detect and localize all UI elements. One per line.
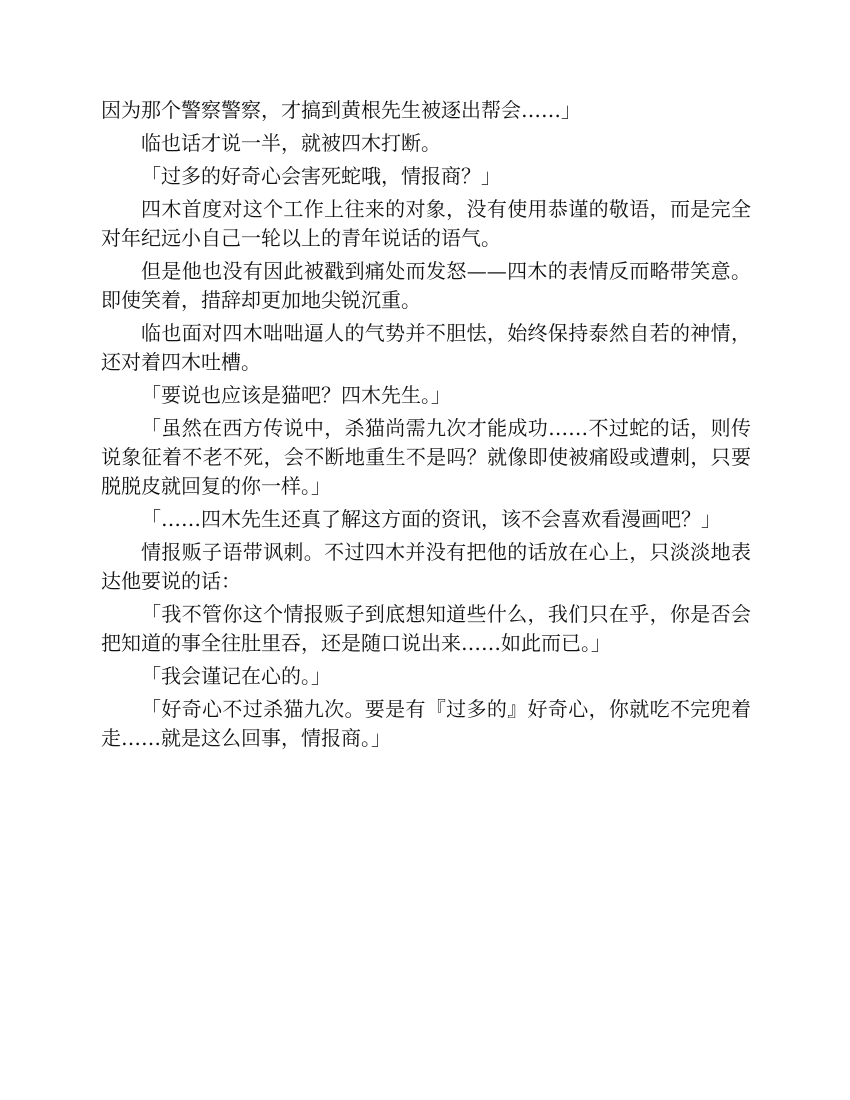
paragraph: 「我会谨记在心的。」 — [141, 664, 331, 688]
paragraph: 但是他也没有因此被戳到痛处而发怒——四木的表情反而略带笑意。即使笑着，措辞却更加地尖锐沉重。 — [101, 259, 751, 312]
paragraph: 临也话才说一半，就被四木打断。 — [141, 131, 441, 155]
paragraph: 「……四木先生还真了解这方面的资讯，该不会喜欢看漫画吧？」 — [141, 507, 721, 531]
body-text — [101, 96, 751, 757]
paragraph: 因为那个警察警察，才搞到黄根先生被逐出帮会……」 — [101, 98, 581, 122]
paragraph: 「过多的好奇心会害死蛇哦，情报商？」 — [141, 164, 501, 188]
paragraph: 「好奇心不过杀猫九次。要是有『过多的』好奇心，你就吃不完兜着走……就是这么回事，情报商。」 — [101, 697, 751, 750]
paragraph: 临也面对四木咄咄逼人的气势并不胆怯，始终保持泰然自若的神情，还对着四木吐槽。 — [101, 321, 751, 374]
paragraph: 「虽然在西方传说中，杀猫尚需九次才能成功……不过蛇的话，则传说象征着不老不死，会不断地重生不是吗？就像即使被痛殴或遭刺，只要脱脱皮就回复的你一样。」 — [101, 416, 751, 498]
paragraph: 「要说也应该是猫吧？四木先生。」 — [141, 383, 451, 407]
paragraph: 四木首度对这个工作上往来的对象，没有使用恭谨的敬语，而是完全对年纪远小自己一轮以上的青年说话的语气。 — [101, 197, 751, 250]
paragraph: 情报贩子语带讽刺。不过四木并没有把他的话放在心上，只淡淡地表达他要说的话： — [101, 540, 751, 593]
paragraph: 「我不管你这个情报贩子到底想知道些什么，我们只在乎，你是否会把知道的事全往肚里吞，还是随口说出来……如此而已。」 — [101, 602, 751, 655]
